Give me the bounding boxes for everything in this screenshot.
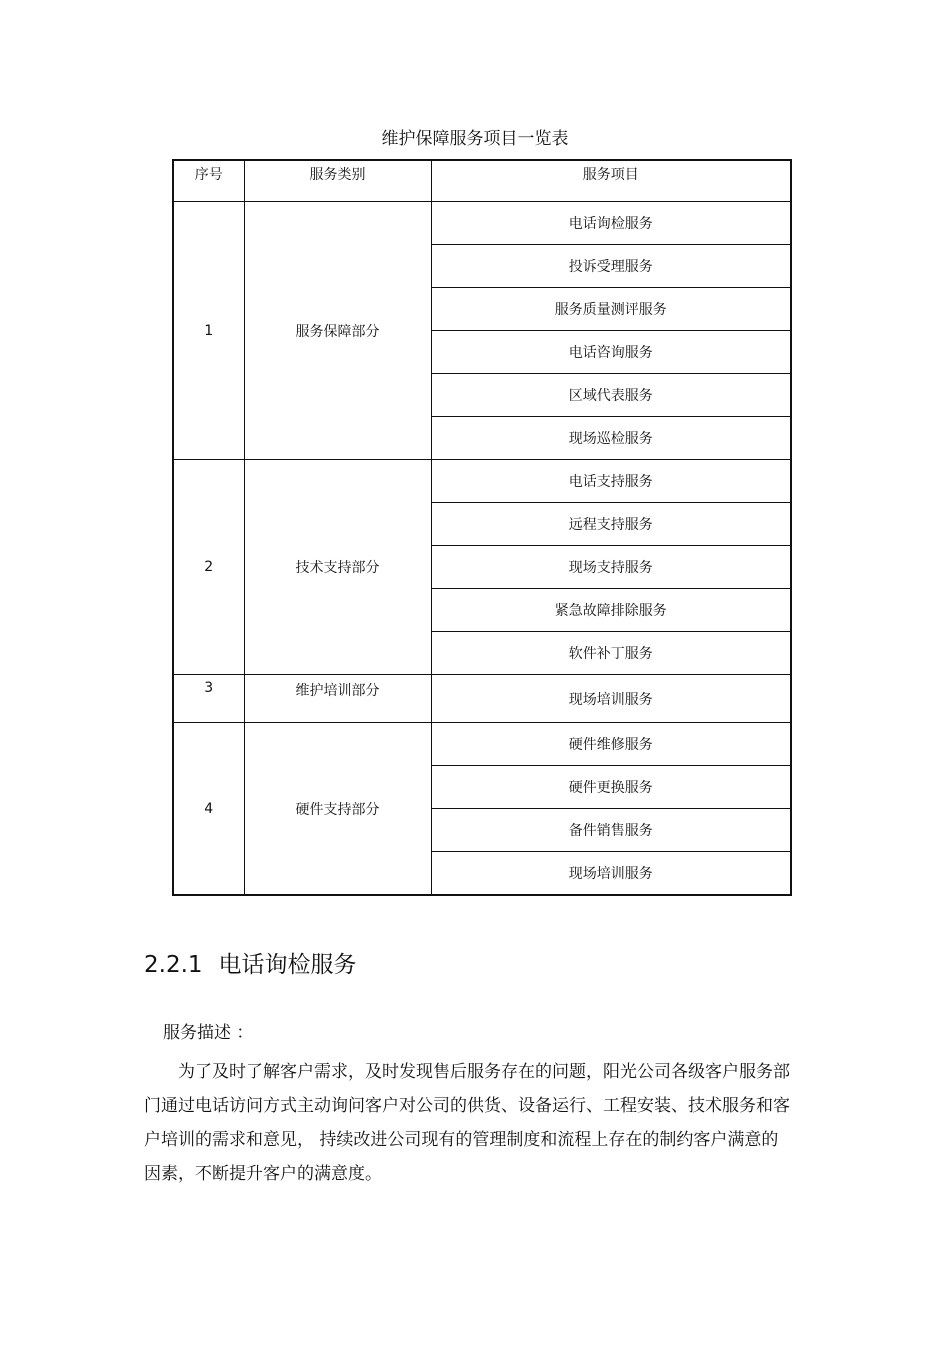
service-item: 现场培训服务	[431, 675, 791, 723]
group-seq: 3	[173, 675, 244, 723]
service-item: 现场巡检服务	[431, 417, 791, 460]
table-caption: 维护保障服务项目一览表	[381, 129, 569, 149]
group-category: 服务保障部分	[244, 202, 431, 460]
service-item: 软件补丁服务	[431, 632, 791, 675]
group-seq: 4	[173, 723, 244, 896]
service-item: 电话咨询服务	[431, 331, 791, 374]
service-item: 现场支持服务	[431, 546, 791, 589]
table-row	[173, 202, 791, 245]
section-heading	[144, 946, 357, 979]
group-category: 维护培训部分	[244, 675, 431, 723]
header-item: 服务项目	[431, 160, 791, 202]
service-item: 服务质量测评服务	[431, 288, 791, 331]
service-item: 投诉受理服务	[431, 245, 791, 288]
table-row	[173, 723, 791, 766]
service-item: 远程支持服务	[431, 503, 791, 546]
service-description-label: 服务描述 ：	[163, 1023, 254, 1043]
service-item: 紧急故障排除服务	[431, 589, 791, 632]
header-seq: 序号	[173, 160, 244, 202]
service-item: 硬件维修服务	[431, 723, 791, 766]
table-header-row	[173, 160, 791, 202]
section-title: 电话询检服务	[218, 952, 357, 978]
service-item: 区域代表服务	[431, 374, 791, 417]
service-table	[172, 159, 792, 896]
group-seq: 2	[173, 460, 244, 675]
service-item: 电话支持服务	[431, 460, 791, 503]
service-item: 电话询检服务	[431, 202, 791, 245]
service-item: 备件销售服务	[431, 809, 791, 852]
service-description-paragraph: 为了及时了解客户需求，及时发现售后服务存在的问题，阳光公司各级客户服务部门通过电话访问方式主动询问客户对公司的供货、设备运行、工程安装、技术服务和客户培训的需求和意见， 持续改进公司现有的管理制度和流程上存在的制约客户满意的因素，不断提升客户的满意度。	[144, 1062, 790, 1184]
header-category: 服务类别	[244, 160, 431, 202]
group-seq: 1	[173, 202, 244, 460]
group-category: 硬件支持部分	[244, 723, 431, 896]
group-category: 技术支持部分	[244, 460, 431, 675]
service-item: 硬件更换服务	[431, 766, 791, 809]
table-row	[173, 460, 791, 503]
service-item: 现场培训服务	[431, 852, 791, 896]
section-number: 2.2.1	[144, 952, 203, 978]
table-row	[173, 675, 791, 723]
